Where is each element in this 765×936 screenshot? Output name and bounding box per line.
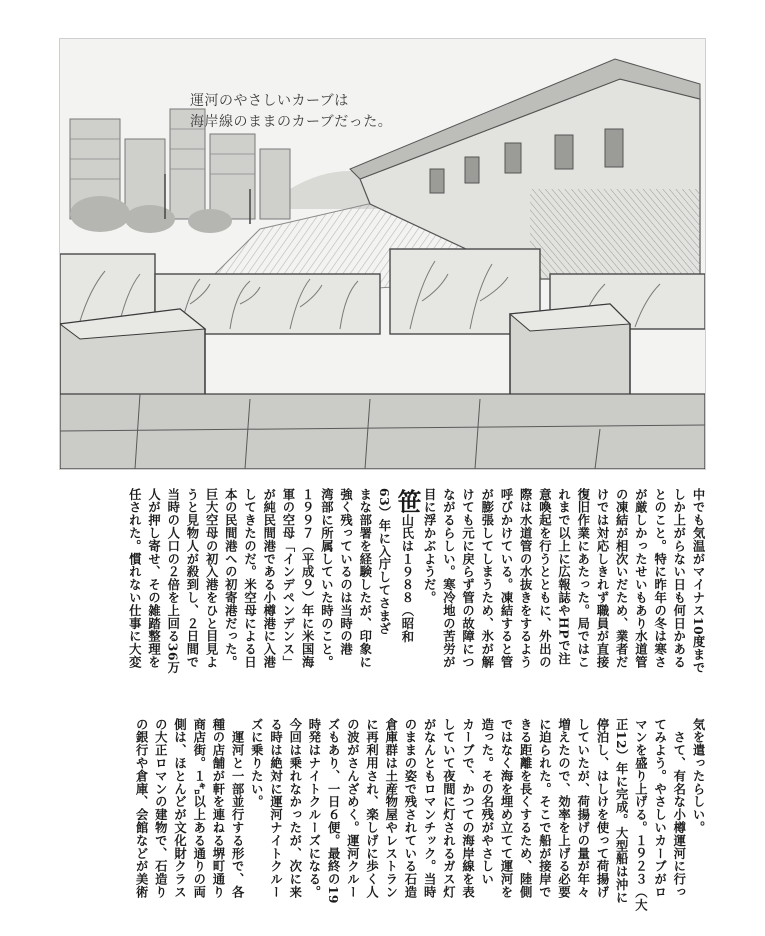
text-column: けても元に戻らず管の故障につ — [460, 488, 476, 669]
text-column: さて、有名な小樽運河に行っ — [671, 718, 687, 899]
text-column: がなんともロマンチック。当時 — [422, 718, 438, 899]
text-column: けでは対応しきれず職員が直接 — [594, 488, 610, 669]
text-column: 種の店舗が軒を連ねる堺町通り — [210, 718, 226, 899]
text-column: 商店街。１㌔以上ある通りの両 — [191, 718, 207, 899]
text-column: の大正ロマンの建物で、石造り — [153, 718, 169, 899]
text-column: 任された。慣れない仕事に大変 — [127, 488, 143, 669]
text-column: れまで以上に広報誌やHPで注 — [556, 488, 572, 665]
text-column: 強く残っているのは当時の港 — [338, 488, 354, 656]
text-column: ズもあり、一日６便。最終の19 — [326, 718, 342, 905]
text-column: の銀行や倉庫、会館などが美術 — [134, 718, 150, 899]
text-column: 側は、ほとんどが文化財クラス — [172, 718, 188, 899]
text-column: 本の民間港への初寄港だった。 — [223, 488, 239, 669]
text-column: 増えたので、効率を上げる必要 — [556, 718, 572, 899]
text-column: に再利用され、楽しげに歩く人 — [364, 718, 380, 899]
text-column: 山氏は１９８８（昭和 — [399, 514, 415, 643]
text-column: カーブで、かつての海岸線を表 — [460, 718, 476, 899]
text-column: 復旧作業にあたった。局ではこ — [575, 488, 591, 669]
text-column: る時は絶対に運河ナイトクルー — [268, 718, 284, 899]
text-column: 気を遣ったらしい。 — [691, 718, 706, 835]
text-column: 軍の空母「インデペンデンス」 — [280, 488, 296, 669]
text-column: うと見物人が殺到し、２日間で — [184, 488, 200, 669]
dropcap: 笹 — [392, 488, 422, 514]
text-column: の凍結が相次いだため、業者だ — [614, 488, 630, 669]
text-column: 正12）年に完成。大型船は沖に — [614, 718, 630, 905]
text-column: 呼びかけている。凍結すると管 — [498, 488, 514, 669]
text-column: 運河と一部並行する形で、各 — [230, 718, 246, 899]
text-column: 停泊し、はしけを使って荷揚げ — [594, 718, 610, 899]
text-column: 造った。その名残がやさしい — [479, 718, 495, 886]
text-column: マンを盛り上げる。１９２３（大 — [633, 718, 649, 912]
article-text-upper — [52, 488, 708, 706]
caption-line: 海岸線のままのカーブだった。 — [190, 114, 393, 130]
text-column: 際は水道管の水抜きをするよう — [518, 488, 534, 669]
article-text-lower — [52, 718, 708, 936]
text-column: 倉庫群は土産物屋やレストラン — [383, 718, 399, 899]
text-column: 63）年に入庁してさまざ — [376, 488, 392, 636]
text-column: が厳しかったせいもあり水道管 — [633, 488, 649, 669]
dropcap-column — [394, 488, 420, 706]
text-column: 中でも気温がマイナス10度まで — [691, 488, 706, 675]
text-column: のままの姿で残されている石造 — [402, 718, 418, 899]
text-column: 目に浮かぶようだ。 — [422, 488, 438, 605]
text-column: とのこと。特に昨年の冬は寒さ — [652, 488, 668, 669]
text-column: 時発はナイトクルーズになる。 — [306, 718, 322, 899]
text-column: が純民間港である小樽港に入港 — [261, 488, 277, 669]
text-column: 湾部に所属していた時のこと。 — [319, 488, 335, 669]
text-column: 巨大空母の初入港をひと目見よ — [204, 488, 220, 669]
text-column: 今回は乗れなかったが、次に来 — [287, 718, 303, 899]
text-column: まな部署を経験したが、印象に — [357, 488, 373, 669]
text-column: が膨張してしまうため、氷が解 — [479, 488, 495, 669]
caption-line: 運河のやさしいカーブは — [190, 93, 349, 109]
text-column: の波がさんざめく。運河クルー — [345, 718, 361, 899]
text-column: に迫られた。そこで船が接岸で — [537, 718, 553, 899]
text-column: していて夜間に灯されるガス灯 — [441, 718, 457, 899]
text-column: 当時の人口の２倍を上回る36万 — [165, 488, 181, 675]
text-column: １９９７（平成９）年に米国海 — [300, 488, 316, 669]
text-column: てみよう。やさしいカーブがロ — [652, 718, 668, 899]
illustration-caption — [190, 91, 392, 133]
text-column: しか上がらない日も何日かある — [671, 488, 687, 669]
text-column: 意喚起を行うとともに、外出の — [537, 488, 553, 669]
text-column: ではなく海を埋め立てて運河を — [498, 718, 514, 899]
text-column: してきたのだ。米空母による日 — [242, 488, 258, 669]
text-column: ズに乗りたい。 — [249, 718, 265, 809]
text-column: していたが、荷揚げの量が年々 — [575, 718, 591, 899]
text-column: きる距離を長くするため、陸側 — [518, 718, 534, 899]
text-column: ながるらしい。寒冷地の苦労が — [441, 488, 457, 669]
text-column: 人が押し寄せ、その雑踏整理を — [146, 488, 162, 669]
canal-illustration — [59, 38, 706, 470]
